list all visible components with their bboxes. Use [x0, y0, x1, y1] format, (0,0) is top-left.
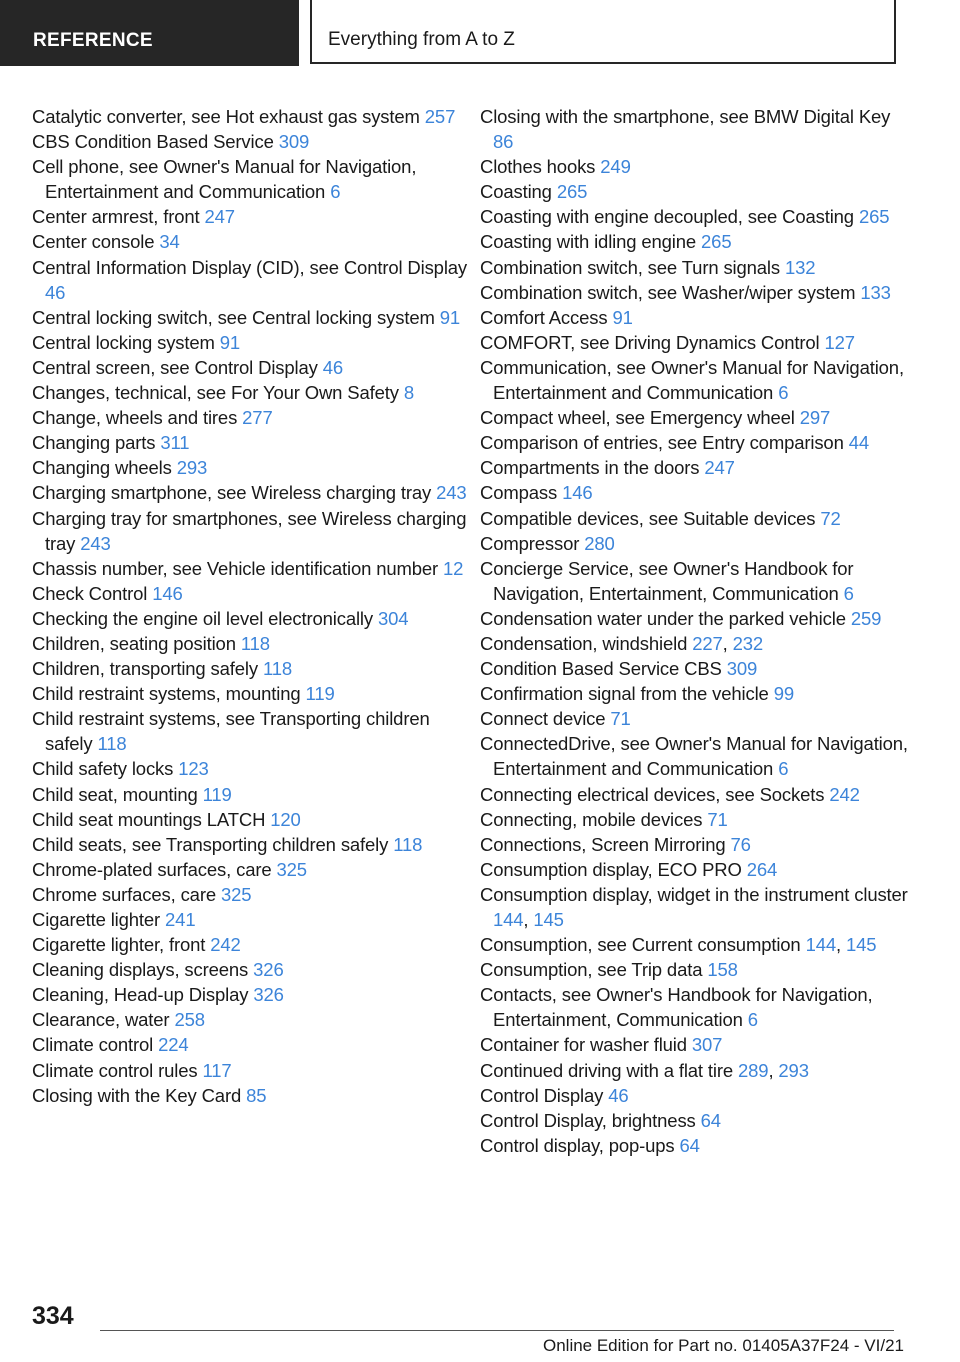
page-link[interactable]: 265	[858, 206, 890, 228]
page-link[interactable]: 118	[240, 632, 270, 654]
page-link[interactable]: 46	[45, 281, 66, 303]
page-link[interactable]: 34	[159, 231, 180, 253]
index-entry	[32, 1032, 472, 1057]
index-entry	[32, 556, 472, 581]
index-term: Communication, see Owner's Manual for Navigation, Entertainment and Communication	[480, 356, 904, 404]
index-term: Cleaning displays, screens	[32, 959, 249, 981]
index-entry	[32, 330, 472, 355]
index-term: Clothes hooks	[480, 156, 596, 178]
index-term: Cell phone, see Owner's Manual for Navigation, Entertainment and Communication	[32, 156, 417, 203]
index-term: Child seat mountings LATCH	[32, 808, 266, 830]
index-entry	[480, 556, 910, 606]
index-term: Chassis number, see Vehicle identification number	[32, 557, 439, 579]
index-term: Compressor	[480, 532, 580, 554]
page-link[interactable]: 326	[253, 984, 284, 1006]
index-term: Compass	[480, 482, 558, 504]
page-link[interactable]: 247	[704, 457, 735, 479]
page-link[interactable]: 44	[848, 432, 869, 454]
index-entry	[32, 656, 472, 681]
page-link[interactable]: 297	[799, 407, 831, 429]
page-link[interactable]: 325	[276, 858, 307, 880]
page-link[interactable]: 72	[820, 507, 841, 529]
page-link[interactable]: 99	[773, 683, 794, 705]
page-link[interactable]: 6	[330, 181, 341, 203]
index-entry	[480, 807, 910, 832]
index-entry	[480, 1083, 910, 1108]
edition-text: Online Edition for Part no. 01405A37F24 - VI/21	[542, 1336, 904, 1355]
page-link[interactable]: 309	[726, 658, 758, 680]
index-entry	[480, 606, 910, 631]
page-link[interactable]: 144	[493, 909, 524, 930]
page-link[interactable]: 119	[202, 783, 232, 805]
index-term: Control Display	[480, 1084, 604, 1106]
page-link[interactable]: 127	[824, 331, 855, 353]
page-link[interactable]: 293	[176, 457, 208, 479]
page-link[interactable]: 293	[778, 1059, 809, 1081]
index-entry	[480, 1133, 910, 1158]
page-link[interactable]: 145	[533, 909, 564, 930]
index-entry	[480, 355, 910, 405]
page-link[interactable]: 119	[305, 683, 335, 705]
index-entry	[480, 1032, 910, 1057]
index-entry	[32, 907, 472, 932]
section-label: REFERENCE	[0, 0, 299, 66]
page-number: 334	[32, 1302, 74, 1330]
index-entry	[32, 681, 472, 706]
index-entry	[32, 756, 472, 781]
page-link[interactable]: 265	[556, 181, 588, 203]
index-entry: Condensation, windshield 227, 232	[480, 632, 764, 654]
index-entry	[480, 982, 910, 1032]
index-entry	[32, 455, 472, 480]
index-term: Consumption, see Current consumption	[480, 934, 801, 956]
index-term: Child safety locks	[32, 758, 174, 780]
index-entry	[32, 606, 472, 631]
index-entry	[32, 405, 472, 430]
index-term: Container for washer fluid	[480, 1034, 687, 1056]
index-entry	[32, 1058, 472, 1083]
page-link[interactable]: 242	[829, 783, 860, 805]
index-entry	[32, 957, 472, 982]
page-link[interactable]: 146	[152, 582, 183, 604]
index-term: Clearance, water	[32, 1009, 170, 1031]
index-entry	[480, 330, 910, 355]
index-entry	[480, 957, 910, 982]
index-term: Coasting	[480, 181, 552, 203]
page-link[interactable]: 71	[610, 708, 631, 730]
index-entry	[32, 706, 472, 756]
index-term: Condition Based Service CBS	[480, 658, 722, 680]
page-link[interactable]: 243	[436, 482, 467, 504]
page-link[interactable]: 241	[165, 909, 196, 930]
page-link[interactable]: 117	[202, 1059, 232, 1081]
index-term: Child restraint systems, see Transporting children safely	[32, 708, 430, 755]
index-term: Children, transporting safely	[32, 658, 258, 680]
index-entry	[32, 1007, 472, 1032]
index-entry	[480, 531, 910, 556]
page-link[interactable]: 242	[210, 934, 241, 956]
index-entry	[480, 1108, 910, 1133]
index-entry: Continued driving with a flat tire 289, 293	[480, 1059, 809, 1081]
index-entry	[32, 506, 472, 556]
index-entry	[480, 305, 910, 330]
index-term: Central screen, see Control Display	[32, 356, 318, 378]
index-term: Charging smartphone, see Wireless charging tray	[32, 482, 432, 504]
index-entry	[480, 154, 910, 179]
page-link[interactable]: 64	[679, 1134, 700, 1156]
index-entry	[480, 480, 910, 505]
index-entry	[32, 882, 472, 907]
index-entry	[480, 832, 910, 857]
page-link[interactable]: 6	[843, 582, 854, 604]
index-entry	[32, 932, 472, 957]
index-entry	[480, 405, 910, 430]
index-term: Condensation water under the parked vehicle	[480, 607, 846, 629]
page-link[interactable]: 76	[730, 833, 751, 855]
page-link[interactable]: 304	[378, 607, 409, 629]
index-entry	[480, 229, 910, 254]
index-term: Chrome-plated surfaces, care	[32, 858, 272, 880]
index-entry	[480, 681, 910, 706]
index-entry	[32, 129, 472, 154]
index-entry	[32, 857, 472, 882]
index-term: Coasting with idling engine	[480, 231, 697, 253]
index-term: Closing with the Key Card	[32, 1084, 242, 1106]
page-link[interactable]: 265	[701, 231, 732, 253]
page-link[interactable]: 123	[178, 758, 209, 780]
index-term: Comparison of entries, see Entry comparison	[480, 432, 844, 454]
page-link[interactable]: 158	[707, 959, 738, 981]
index-term: Child seats, see Transporting children safely	[32, 833, 389, 855]
index-entry	[480, 430, 910, 455]
index-term: Central locking system	[32, 331, 215, 353]
page-link[interactable]: 86	[493, 131, 514, 153]
index-term: Compartments in the doors	[480, 457, 700, 479]
index-term: Combination switch, see Washer/wiper system	[480, 281, 856, 303]
index-term: Chrome surfaces, care	[32, 883, 216, 905]
index-entry	[32, 782, 472, 807]
index-term: Confirmation signal from the vehicle	[480, 683, 769, 705]
page-header	[0, 0, 960, 66]
page-link[interactable]: 85	[246, 1084, 267, 1106]
index-entry	[480, 857, 910, 882]
index-term: Coasting with engine decoupled, see Coasting	[480, 206, 854, 228]
index-entry	[480, 506, 910, 531]
index-entry	[32, 355, 472, 380]
page-link[interactable]: 118	[97, 733, 127, 755]
index-entry	[480, 104, 910, 154]
page-link[interactable]: 259	[850, 607, 882, 629]
index-term: Combination switch, see Turn signals	[480, 256, 780, 278]
page-link[interactable]: 91	[219, 331, 241, 353]
index-term: Connect device	[480, 708, 606, 730]
index-term: Connections, Screen Mirroring	[480, 833, 726, 855]
page-link[interactable]: 133	[860, 281, 891, 303]
page-link[interactable]: 289	[738, 1059, 769, 1081]
page-link[interactable]: 232	[732, 632, 764, 654]
page-link[interactable]: 247	[204, 206, 235, 228]
index-term: Catalytic converter, see Hot exhaust gas system	[32, 106, 420, 127]
index-entry	[480, 280, 910, 305]
index-term: Children, seating position	[32, 632, 236, 654]
index-entry	[32, 581, 472, 606]
page-link[interactable]: 132	[785, 256, 816, 278]
index-term: Change, wheels and tires	[32, 407, 238, 429]
index-term: Compatible devices, see Suitable devices	[480, 507, 816, 529]
index-term: Condensation, windshield	[480, 632, 688, 654]
page-link[interactable]: 6	[778, 382, 789, 404]
index-term: Concierge Service, see Owner's Handbook for Navigation, Entertainment, Communication	[480, 557, 854, 604]
index-term: Control Display, brightness	[480, 1109, 696, 1131]
index-term: Cigarette lighter	[32, 909, 161, 930]
index-term: Connecting, mobile devices	[480, 808, 703, 830]
page-link[interactable]: 118	[393, 833, 423, 855]
index-column-left	[32, 104, 472, 1108]
page-link[interactable]: 280	[584, 532, 615, 554]
index-entry	[480, 455, 910, 480]
page-link[interactable]: 118	[263, 658, 293, 680]
index-entry	[480, 782, 910, 807]
index-term: Contacts, see Owner's Handbook for Navigation, Entertainment, Communication	[480, 984, 873, 1031]
chapter-title: Everything from A to Z	[310, 0, 896, 64]
index-term: Center armrest, front	[32, 206, 200, 228]
index-term: Consumption, see Trip data	[480, 959, 703, 981]
page-link[interactable]: 311	[160, 432, 190, 454]
index-entry	[32, 204, 472, 229]
page-link[interactable]: 120	[270, 808, 301, 830]
page-link[interactable]: 46	[608, 1084, 629, 1106]
footer-divider	[100, 1330, 894, 1331]
page-link[interactable]: 249	[600, 156, 631, 178]
page-link[interactable]: 264	[746, 858, 778, 880]
index-entry	[480, 706, 910, 731]
page-link[interactable]: 224	[158, 1034, 189, 1056]
index-term: Charging tray for smartphones, see Wireless charging tray	[32, 507, 467, 554]
index-entry	[32, 807, 472, 832]
index-entry	[32, 480, 472, 505]
index-entry: Consumption, see Current consumption 144, 145	[480, 934, 877, 956]
index-term: Control display, pop-ups	[480, 1134, 675, 1156]
page-link[interactable]: 46	[322, 356, 344, 378]
index-term: Child seat, mounting	[32, 783, 198, 805]
index-term: Check Control	[32, 582, 148, 604]
page-link[interactable]: 243	[80, 532, 111, 554]
index-term: ConnectedDrive, see Owner's Manual for Navigation, Entertainment and Communication	[480, 733, 908, 780]
page-link[interactable]: 144	[805, 934, 836, 956]
index-term: Changing wheels	[32, 457, 172, 479]
page-link[interactable]: 277	[242, 407, 273, 429]
page-link[interactable]: 227	[692, 632, 723, 654]
index-term: Closing with the smartphone, see BMW Digital Key	[480, 106, 891, 127]
page-link[interactable]: 71	[707, 808, 728, 830]
index-entry	[32, 305, 472, 330]
index-entry	[32, 154, 472, 204]
index-term: Center console	[32, 231, 155, 253]
page-link[interactable]: 91	[612, 306, 633, 328]
index-term: Central Information Display (CID), see Control Display	[32, 256, 468, 278]
index-term: Cigarette lighter, front	[32, 934, 206, 956]
index-term: Checking the engine oil level electronically	[32, 607, 373, 629]
index-term: Consumption display, ECO PRO	[480, 858, 742, 880]
page-link[interactable]: 257	[424, 106, 456, 127]
page-link[interactable]: 307	[691, 1034, 723, 1056]
index-term: Child restraint systems, mounting	[32, 683, 301, 705]
index-entry	[32, 832, 472, 857]
index-term: Climate control	[32, 1034, 154, 1056]
index-term: Central locking switch, see Central locking system	[32, 306, 435, 328]
index-term: CBS Condition Based Service	[32, 131, 274, 153]
index-entry: Consumption display, widget in the instrument cluster 144, 145	[480, 883, 908, 930]
page-link[interactable]: 145	[845, 934, 877, 956]
page-link[interactable]: 258	[174, 1009, 205, 1031]
index-term: Consumption display, widget in the instrument cluster	[480, 883, 908, 905]
page-link[interactable]: 6	[747, 1009, 758, 1031]
page-link[interactable]: 309	[278, 131, 310, 153]
index-entry	[32, 1083, 472, 1108]
index-entry	[32, 229, 472, 254]
index-term: Cleaning, Head-up Display	[32, 984, 249, 1006]
index-entry	[32, 104, 472, 129]
page-link[interactable]: 91	[439, 306, 461, 328]
index-term: Changes, technical, see For Your Own Safety	[32, 382, 399, 404]
index-entry	[32, 982, 472, 1007]
index-entry	[480, 255, 910, 280]
index-column-right	[480, 104, 910, 1158]
index-term: Compact wheel, see Emergency wheel	[480, 407, 795, 429]
index-entry	[480, 656, 910, 681]
index-term: Connecting electrical devices, see Sockets	[480, 783, 825, 805]
index-term: Comfort Access	[480, 306, 608, 328]
index-entry	[32, 631, 472, 656]
index-entry	[480, 179, 910, 204]
page-link[interactable]: 325	[220, 883, 252, 905]
index-term: Continued driving with a flat tire	[480, 1059, 734, 1081]
page-link[interactable]: 146	[562, 482, 593, 504]
index-term: COMFORT, see Driving Dynamics Control	[480, 331, 820, 353]
index-term: Climate control rules	[32, 1059, 198, 1081]
index-entry	[480, 731, 910, 781]
index-term: Changing parts	[32, 432, 156, 454]
page-link[interactable]: 64	[700, 1109, 721, 1131]
page-link[interactable]: 326	[253, 959, 284, 981]
page-link[interactable]: 8	[403, 382, 414, 404]
index-entry	[480, 204, 910, 229]
index-entry	[32, 430, 472, 455]
index-entry	[32, 380, 472, 405]
page-link[interactable]: 12	[443, 557, 464, 579]
page-link[interactable]: 6	[778, 758, 789, 780]
index-entry	[32, 255, 472, 305]
